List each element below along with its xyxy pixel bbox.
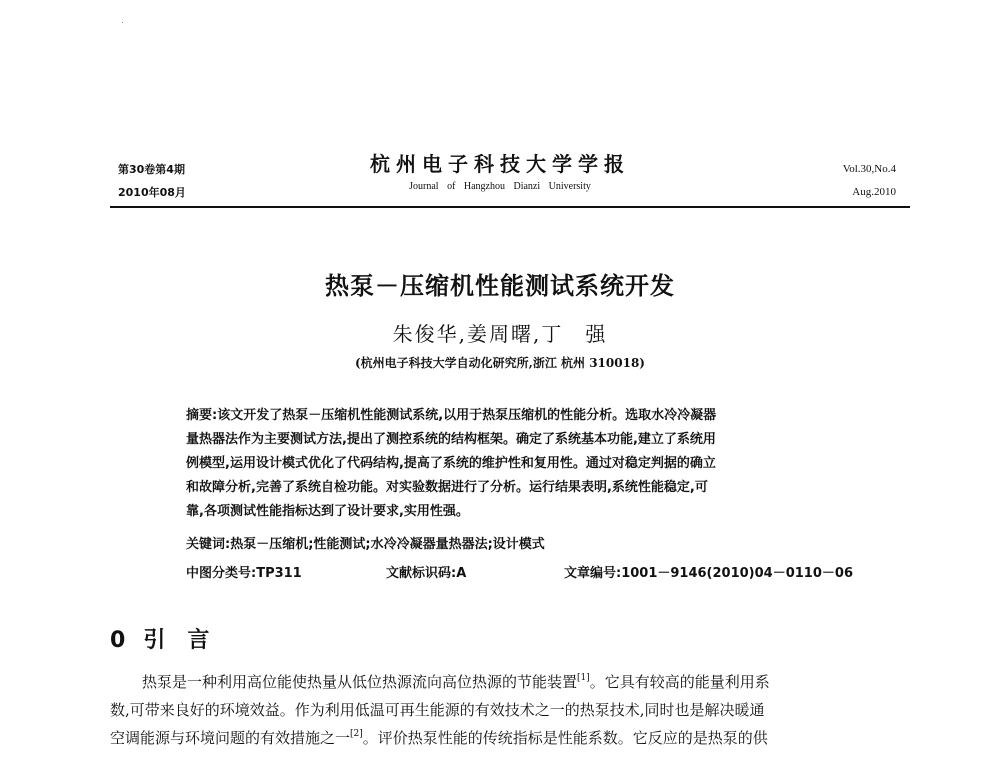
article-number: 文章编号:1001－9146(2010)04－0110－06 [564,566,853,581]
clc-number: 中图分类号:TP311 [186,566,302,581]
date-label-en: Aug.2010 [852,186,896,198]
document-code: 文献标识码:A [386,566,467,581]
abstract-line: 量热器法作为主要测试方法,提出了测控系统的结构框架。确定了系统基本功能,建立了系统用 [186,432,716,447]
paper-title: 热泵－压缩机性能测试系统开发 [325,272,675,300]
header-left [118,158,186,204]
journal-title-cn: 杭州电子科技大学学报 [370,152,630,176]
citation: [2] [350,729,363,739]
scan-artifact [122,22,123,23]
body-text-run: 。评价热泵性能的传统指标是性能系数。它反应的是热泵的供 [362,729,768,747]
keywords: 关键词:热泵－压缩机;性能测试;水冷冷凝器量热器法;设计模式 [186,537,545,552]
section-heading [110,623,231,654]
journal-title-en: Journal of Hangzhou Dianzi University [409,181,591,192]
abstract [186,404,838,524]
abstract-line: 和故障分析,完善了系统自检功能。对实验数据进行了分析。运行结果表明,系统性能稳定,可 [186,480,708,495]
abstract-line: 例模型,运用设计模式优化了代码结构,提高了系统的维护性和复用性。通过对稳定判据的确立 [186,456,716,471]
abstract-line: 摘要:该文开发了热泵－压缩机性能测试系统,以用于热泵压缩机的性能分析。选取水冷冷凝器 [186,408,717,423]
body-text [110,668,910,752]
paper-authors: 朱俊华,姜周曙,丁 强 [392,322,608,346]
date-label: 2010年08月 [118,186,186,199]
body-line [110,724,910,752]
body-text-run: 热泵是一种利用高位能使热量从低位热源流向高位热源的节能装置 [142,673,578,691]
citation: [1] [577,673,590,683]
section-number: 0 [110,628,126,653]
header-center [300,148,700,192]
paper-affiliation: (杭州电子科技大学自动化研究所,浙江 杭州 310018) [355,356,645,370]
issue-label: 第30卷第4期 [118,163,185,176]
body-text-run: 。它具有较高的能量利用系 [589,673,770,691]
body-text-run: 空调能源与环境问题的有效措施之一 [110,729,351,747]
header-rule [110,206,910,208]
body-line [110,668,910,696]
body-line: 数,可带来良好的环境效益。作为利用低温可再生能源的有效技术之一的热泵技术,同时也是解决暖通 [110,701,765,719]
volume-label: Vol.30,No.4 [842,163,896,175]
header-right [843,158,896,204]
section-title: 引言 [143,628,232,653]
abstract-line: 靠,各项测试性能指标达到了设计要求,实用性强。 [186,504,469,519]
